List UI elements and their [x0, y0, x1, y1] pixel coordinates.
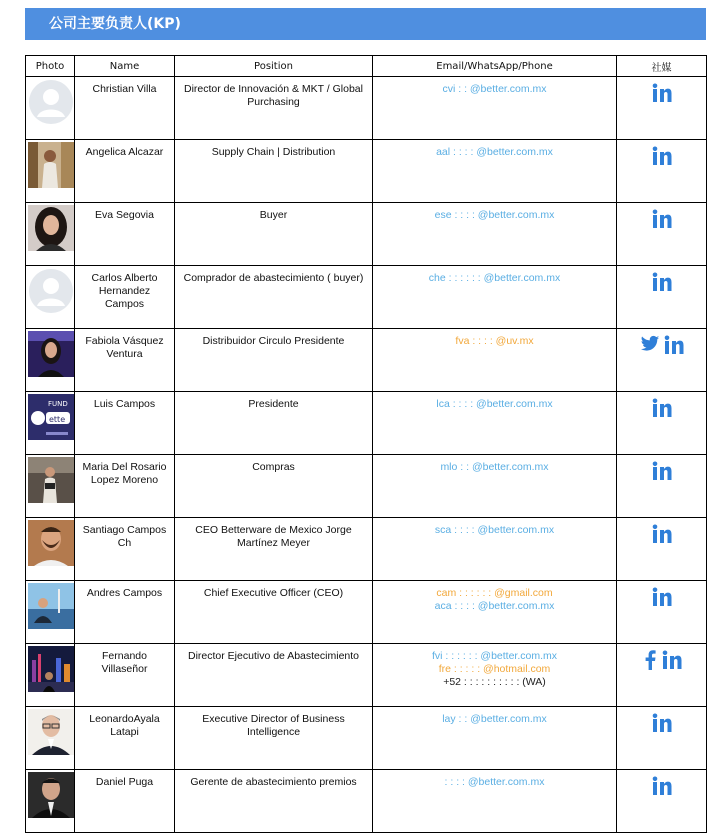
contact-cell — [373, 77, 617, 140]
social-cell — [617, 266, 707, 329]
profile-photo — [28, 205, 74, 251]
header-contact: Email/WhatsApp/Phone — [373, 56, 617, 77]
position-cell: Director de Innovación & MKT / Global Purchasing — [175, 77, 373, 140]
contact-entry[interactable]: ese : : : : @better.com.mx — [434, 209, 555, 221]
name-cell: Luis Campos — [75, 392, 175, 455]
profile-photo — [28, 520, 74, 566]
name-cell: Angelica Alcazar — [75, 140, 175, 203]
linkedin-icon[interactable] — [650, 587, 674, 599]
section-title: 公司主要负责人(KP) — [25, 8, 706, 40]
table-body — [26, 77, 707, 833]
contact-cell — [373, 455, 617, 518]
profile-photo — [28, 142, 74, 188]
table-row — [26, 266, 707, 329]
header-position: Position — [175, 56, 373, 77]
position-cell: Buyer — [175, 203, 373, 266]
name-cell: Eva Segovia — [75, 203, 175, 266]
contact-entry[interactable]: mlo : : @better.com.mx — [440, 461, 549, 473]
social-cell — [617, 581, 707, 644]
profile-photo — [28, 646, 74, 692]
position-cell: Gerente de abastecimiento premios — [175, 770, 373, 833]
social-cell — [617, 707, 707, 770]
contact-entry[interactable]: aca : : : : @better.com.mx — [434, 600, 555, 612]
photo-cell — [26, 455, 75, 518]
photo-cell — [26, 266, 75, 329]
profile-photo — [28, 79, 74, 125]
header-name: Name — [75, 56, 175, 77]
name-cell: Maria Del Rosario Lopez Moreno — [75, 455, 175, 518]
social-cell — [617, 77, 707, 140]
profile-photo — [28, 772, 74, 818]
position-cell: Director Ejecutivo de Abastecimiento — [175, 644, 373, 707]
position-cell: Chief Executive Officer (CEO) — [175, 581, 373, 644]
contact-cell — [373, 392, 617, 455]
social-cell — [617, 455, 707, 518]
photo-cell — [26, 770, 75, 833]
position-cell: Distribuidor Circulo Presidente — [175, 329, 373, 392]
contact-entry[interactable]: fre : : : : : @hotmail.com — [438, 663, 551, 675]
social-cell — [617, 392, 707, 455]
position-cell: Comprador de abastecimiento ( buyer) — [175, 266, 373, 329]
social-cell — [617, 644, 707, 707]
linkedin-icon[interactable] — [650, 776, 674, 788]
twitter-icon[interactable] — [638, 335, 662, 347]
table-row — [26, 329, 707, 392]
position-cell: Supply Chain | Distribution — [175, 140, 373, 203]
contact-entry[interactable]: cvi : : @better.com.mx — [442, 83, 547, 95]
name-cell: Carlos Alberto Hernandez Campos — [75, 266, 175, 329]
social-cell — [617, 140, 707, 203]
name-cell: Fernando Villaseñor — [75, 644, 175, 707]
header-photo: Photo — [26, 56, 75, 77]
table-row — [26, 203, 707, 266]
contact-cell — [373, 644, 617, 707]
linkedin-icon[interactable] — [650, 713, 674, 725]
linkedin-icon[interactable] — [650, 272, 674, 284]
table-row — [26, 707, 707, 770]
photo-cell — [26, 644, 75, 707]
photo-cell — [26, 581, 75, 644]
table-row — [26, 140, 707, 203]
social-cell — [617, 518, 707, 581]
svg-text:ette: ette — [49, 415, 66, 424]
contact-cell — [373, 329, 617, 392]
position-cell: Executive Director of Business Intelligence — [175, 707, 373, 770]
profile-photo — [28, 394, 74, 440]
contact-entry[interactable]: sca : : : : @better.com.mx — [434, 524, 555, 536]
contact-cell — [373, 266, 617, 329]
header-social: 社媒 — [617, 56, 707, 77]
contact-cell — [373, 770, 617, 833]
svg-text:FUND: FUND — [48, 400, 68, 408]
table-row — [26, 518, 707, 581]
photo-cell — [26, 329, 75, 392]
contact-cell — [373, 707, 617, 770]
photo-cell — [26, 77, 75, 140]
table-row — [26, 644, 707, 707]
photo-cell — [26, 392, 75, 455]
position-cell: CEO Betterware de Mexico Jorge Martínez Meyer — [175, 518, 373, 581]
social-cell — [617, 203, 707, 266]
name-cell: LeonardoAyala Latapi — [75, 707, 175, 770]
contact-entry[interactable]: fva : : : : @uv.mx — [455, 335, 534, 347]
contact-entry[interactable]: fvi : : : : : : @better.com.mx — [431, 650, 558, 662]
contact-entry[interactable]: cam : : : : : : @gmail.com — [436, 587, 553, 599]
profile-photo — [28, 457, 74, 503]
linkedin-icon[interactable] — [650, 398, 674, 410]
contact-entry[interactable]: lca : : : : @better.com.mx — [436, 398, 553, 410]
linkedin-icon[interactable] — [650, 146, 674, 158]
table-row — [26, 770, 707, 833]
contact-entry[interactable]: lay : : @better.com.mx — [442, 713, 547, 725]
name-cell: Daniel Puga — [75, 770, 175, 833]
social-cell — [617, 770, 707, 833]
profile-photo — [28, 331, 74, 377]
name-cell: Santiago Campos Ch — [75, 518, 175, 581]
table-row — [26, 581, 707, 644]
contact-entry[interactable]: aal : : : : @better.com.mx — [436, 146, 553, 158]
contact-cell — [373, 203, 617, 266]
photo-cell — [26, 707, 75, 770]
contacts-table — [25, 55, 707, 833]
social-cell — [617, 329, 707, 392]
contact-cell — [373, 518, 617, 581]
linkedin-icon[interactable] — [662, 335, 686, 347]
contact-cell — [373, 581, 617, 644]
facebook-icon[interactable] — [640, 650, 660, 662]
photo-cell — [26, 140, 75, 203]
contact-entry[interactable]: +52 : : : : : : : : : : (WA) — [443, 676, 546, 688]
linkedin-icon[interactable] — [660, 650, 684, 662]
table-row — [26, 392, 707, 455]
profile-photo — [28, 268, 74, 314]
linkedin-icon[interactable] — [650, 524, 674, 536]
name-cell: Christian Villa — [75, 77, 175, 140]
table-row — [26, 455, 707, 518]
table-header-row — [26, 56, 707, 77]
contact-cell — [373, 140, 617, 203]
linkedin-icon[interactable] — [650, 83, 674, 95]
contact-entry[interactable]: : : : : @better.com.mx — [444, 776, 545, 788]
profile-photo — [28, 583, 74, 629]
name-cell: Andres Campos — [75, 581, 175, 644]
name-cell: Fabiola Vásquez Ventura — [75, 329, 175, 392]
linkedin-icon[interactable] — [650, 461, 674, 473]
profile-photo — [28, 709, 74, 755]
linkedin-icon[interactable] — [650, 209, 674, 221]
contact-entry[interactable]: che : : : : : : @better.com.mx — [428, 272, 561, 284]
position-cell: Compras — [175, 455, 373, 518]
position-cell: Presidente — [175, 392, 373, 455]
table-row — [26, 77, 707, 140]
photo-cell — [26, 203, 75, 266]
photo-cell — [26, 518, 75, 581]
